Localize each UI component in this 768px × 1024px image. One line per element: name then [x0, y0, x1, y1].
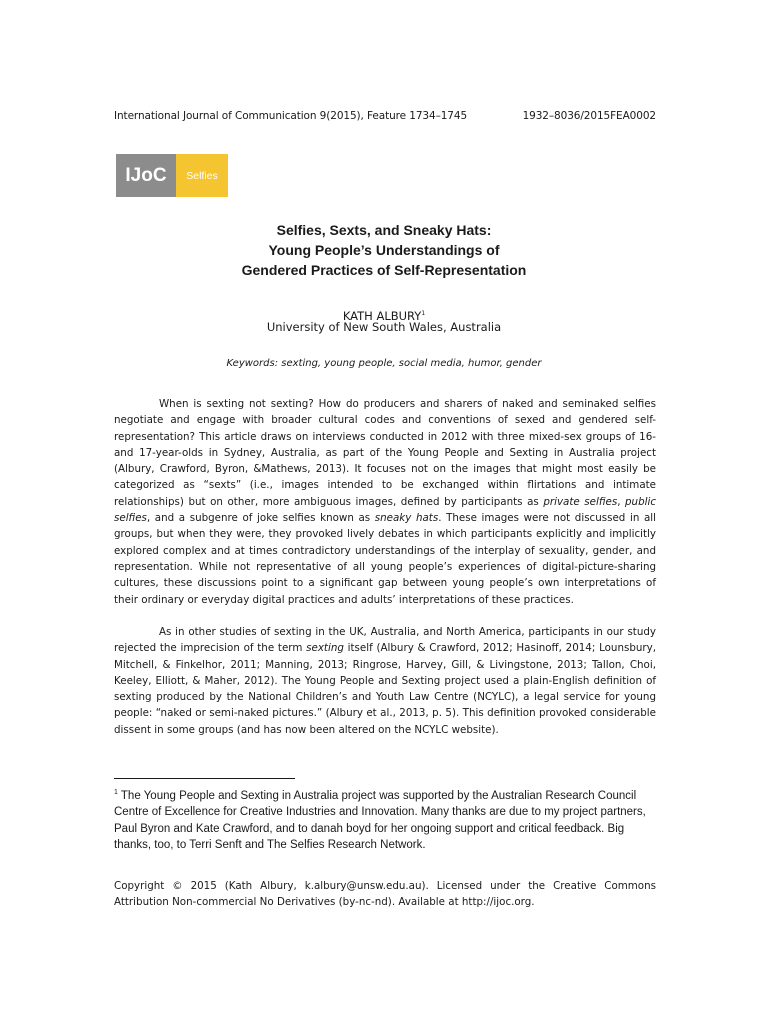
journal-citation: International Journal of Communication 9(2015), Feature 1734–1745 [114, 110, 468, 122]
term-public-selfies: public selfies [114, 495, 656, 525]
footnote-marker: 1 [114, 789, 118, 796]
abstract-text-4: . These images were not discussed in all groups, but when they were, they provoked lively debates in which participants explicitly and implicitly explored complex and at times contradictory understandings of the interplay of sexuality, gender, and representation. While not representative of all young people’s experiences of digital-picture-sharing cultures, these discussions point to a significant gap between young people’s own interpretations of their ordinary or everyday digital practices and adults’ interpretations of these practices. [114, 512, 656, 606]
keywords [100, 358, 668, 369]
article-title [100, 220, 668, 280]
footnote [114, 785, 654, 854]
copyright-notice: Copyright © 2015 (Kath Albury, k.albury@unsw.edu.au). Licensed under the Creative Commons Attribution Non-commercial No Derivatives (by-nc-nd). Available at http://ijoc.org. [114, 880, 656, 908]
footnote-text: The Young People and Sexting in Australia project was supported by the Australian Research Council Centre of Excellence for Creative Industries and Innovation. Many thanks are due to my project partners, Paul Byron and Kate Crawford, and to danah boyd for her ongoing support and critical feedback. Big thanks, too, to Terri Senft and The Selfies Research Network. [114, 789, 646, 852]
body-text-2: itself (Albury & Crawford, 2012; Hasinoff, 2014; Lounsbury, Mitchell, & Finkelhor, 2011; Manning, 2013; Ringrose, Harvey, Gill, & Livingstone, 2013; Tallon, Choi, Keeley, Elliott, & Maher, 2012). The Young People and Sexting project used a plain-English definition of sexting produced by the National Children’s and Youth Law Centre (NCYLC), a legal service for young people: “naked or semi-naked pictures.” (Albury et al., 2013, p. 5). This definition provoked considerable dissent in some groups (and has now been altered on the NCYLC website). [114, 642, 656, 736]
abstract-text-1: When is sexting not sexting? How do producers and sharers of naked and seminaked selfies negotiate and engage with broader cultural codes and conventions of sexed and gendered self-representation? This article draws on interviews conducted in 2012 with three mixed-sex groups of 16- and 17-year-olds in Sydney, Australia, as part of the Young People and Sexting in Australia project (Albury, Crawford, Byron, &Mathews, 2013). It focuses not on the images that might most easily be categorized as “sexts” (i.e., images intended to be exchanged within flirtations and intimate relationships) but on other, more ambiguous images, defined by participants as [114, 398, 656, 508]
body-paragraph [114, 624, 656, 738]
issn: 1932–8036/2015FEA0002 [522, 110, 656, 122]
term-private-selfies: private selfies [543, 495, 618, 508]
keywords-label: Keywords: [226, 358, 279, 369]
title-line-1: Selfies, Sexts, and Sneaky Hats: [276, 222, 492, 238]
abstract-text-2: , [617, 495, 626, 508]
term-sneaky-hats: sneaky hats [374, 512, 439, 525]
author-footnote-marker[interactable]: 1 [421, 310, 426, 317]
affiliation: University of New South Wales, Australia [266, 320, 502, 334]
abstract-paragraph [114, 396, 656, 608]
footnote-divider [114, 778, 295, 779]
title-line-3: Gendered Practices of Self-Representation [241, 262, 527, 278]
running-header [114, 110, 656, 122]
logo-ijoc: IJoC [116, 154, 176, 197]
journal-logo [116, 154, 228, 197]
title-line-2: Young People’s Understandings of [268, 242, 500, 258]
keywords-list: sexting, young people, social media, humor, gender [281, 358, 542, 369]
body-text-1: As in other studies of sexting in the UK, Australia, and North America, participants in our study rejected the imprecision of the term [114, 626, 656, 655]
abstract-text-3: , and a subgenre of joke selfies known as [146, 512, 375, 525]
author-name: KATH ALBURY [342, 308, 422, 323]
logo-section-tag: Selfies [176, 154, 228, 197]
term-sexting: sexting [306, 642, 344, 655]
